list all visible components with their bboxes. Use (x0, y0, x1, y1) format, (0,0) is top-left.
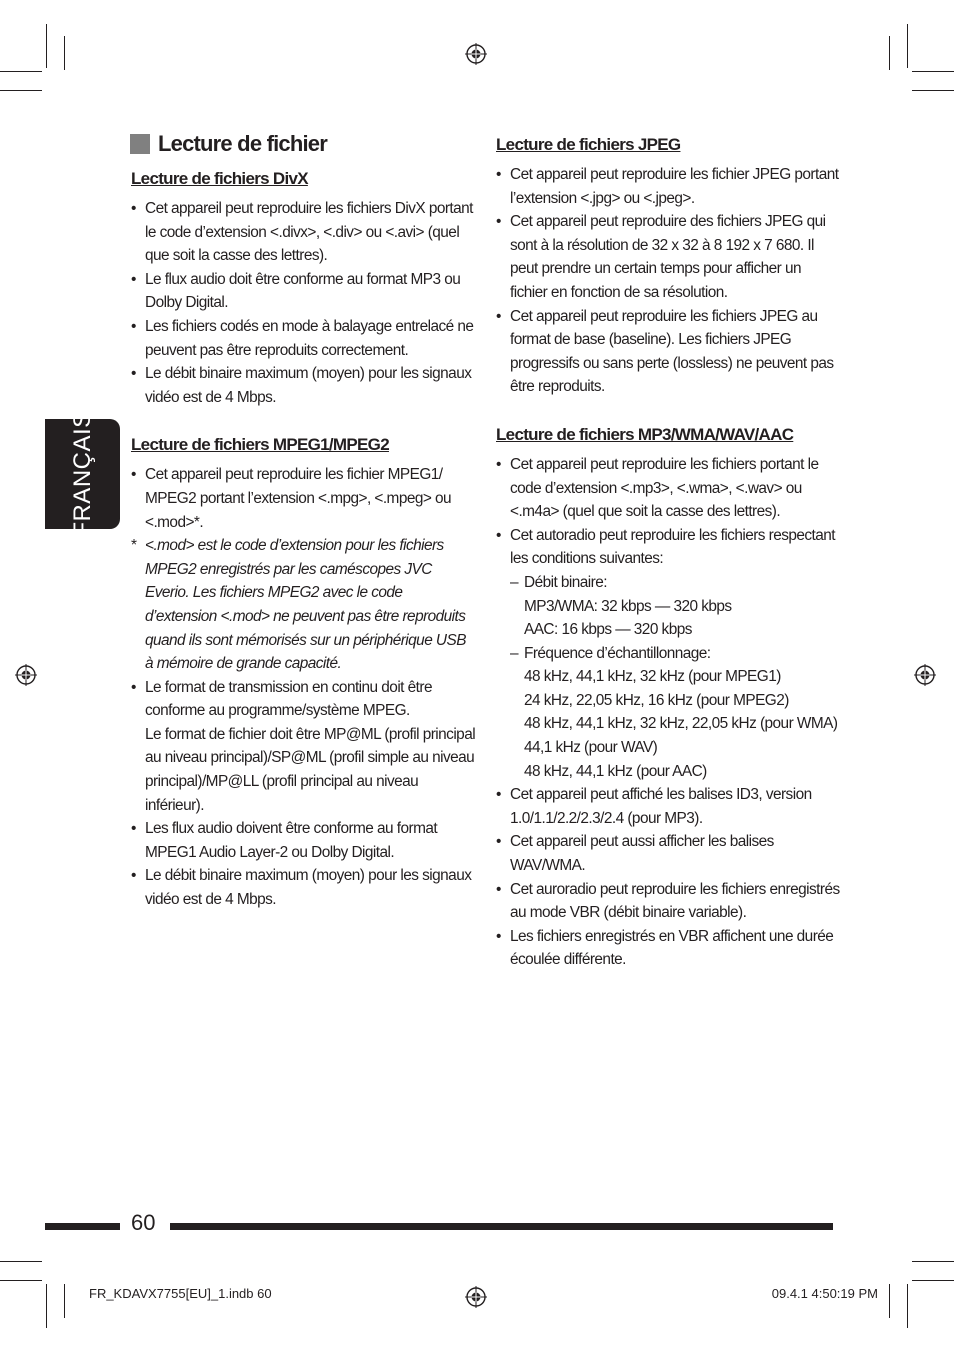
page-number: 60 (131, 1210, 156, 1235)
crop-mark (46, 1284, 47, 1328)
registration-mark-icon (15, 664, 37, 686)
list-item (131, 676, 476, 818)
footnote-text: <.mod> est le code d’extension pour les fichiers MPEG2 enregistrés par les caméscopes JVC Everio. Les fichiers MPEG2 avec le code d’extension <.mod> ne peuvent pas être reproduits quand ils sont mémorisés sur un périphérique USB à mémoire de grande capacité. (145, 537, 466, 673)
right-column (496, 130, 841, 972)
dash-marker: – (510, 644, 519, 662)
list-item: • Le débit binaire maximum (moyen) pour les signaux vidéo est de 4 Mbps. (131, 864, 476, 911)
bitrate-line: MP3/WMA: 32 kbps — 320 kbps (524, 597, 732, 615)
divx-heading: Lecture de fichiers DivX (131, 169, 308, 188)
crop-mark (912, 1261, 954, 1262)
list-item: • Cet appareil peut aussi afficher les balises WAV/WMA. (496, 830, 841, 877)
mpeg-list (131, 463, 476, 534)
section-title-text: Lecture de fichier (158, 131, 327, 157)
mpeg-list-continued (131, 676, 476, 912)
bitrate-block (510, 571, 841, 642)
mpeg-heading: Lecture de fichiers MPEG1/MPEG2 (131, 435, 389, 455)
crop-mark (889, 1284, 890, 1318)
section-square-icon (130, 134, 150, 154)
list-item: • Cet appareil peut reproduire les fichier MPEG1/ MPEG2 portant l’extension <.mpg>, <.mpeg> ou <.mod>*. (131, 463, 476, 534)
crop-mark (0, 71, 42, 72)
list-item: • Les fichiers enregistrés en VBR affichent une durée écoulée différente. (496, 925, 841, 972)
audio-heading: Lecture de fichiers MP3/WMA/WAV/AAC (496, 424, 794, 444)
list-item (496, 524, 841, 784)
crop-mark (912, 90, 954, 91)
list-item-text: • Le format de transmission en continu doit être conforme au programme/système MPEG. (145, 678, 432, 720)
crop-mark (889, 36, 890, 70)
crop-mark (64, 1284, 65, 1318)
footer-rule-right (170, 1223, 833, 1230)
footer-rule-left (45, 1223, 120, 1230)
list-item: • Les flux audio doivent être conforme au format MPEG1 Audio Layer-2 ou Dolby Digital. (131, 817, 476, 864)
list-item: • Cet appareil peut reproduire les fichier JPEG portant l’extension <.jpg> ou <.jpeg>. (496, 163, 841, 210)
print-timestamp: 09.4.1 4:50:19 PM (771, 1286, 878, 1301)
bitrate-line: AAC: 16 kbps — 320 kbps (524, 621, 692, 639)
registration-mark-icon (465, 1286, 487, 1308)
crop-mark (907, 1284, 908, 1328)
crop-mark (46, 24, 47, 68)
frequency-line: 48 kHz, 44,1 kHz (pour AAC) (524, 762, 707, 780)
frequency-label: Fréquence d’échantillonnage: (524, 644, 711, 662)
crop-mark (0, 1280, 42, 1281)
list-item: • Cet appareil peut reproduire les fichiers DivX portant le code d’extension <.divx>, <.div> ou <.avi> (quel que soit la casse des lettres). (131, 197, 476, 268)
jpeg-list (496, 163, 841, 399)
audio-list (496, 453, 841, 972)
crop-mark (64, 36, 65, 70)
divx-list (131, 197, 476, 409)
jpeg-heading: Lecture de fichiers JPEG (496, 135, 681, 154)
list-item: • Les fichiers codés en mode à balayage entrelacé ne peuvent pas être reproduits correctement. (131, 315, 476, 362)
frequency-line: 44,1 kHz (pour WAV) (524, 739, 658, 757)
language-tab-label: FRANÇAIS (68, 411, 96, 537)
registration-mark-icon (914, 664, 936, 686)
registration-mark-icon (465, 43, 487, 65)
frequency-line: 48 kHz, 44,1 kHz, 32 kHz (pour MPEG1) (524, 668, 781, 686)
list-item-text: Le format de fichier doit être MP@ML (profil principal au niveau principal)/SP@ML (profil simple au niveau principal)/MP@LL (profil principal au niveau inférieur). (145, 725, 476, 814)
list-item-text: • Cet autoradio peut reproduire les fichiers respectant les conditions suivantes: (510, 526, 836, 568)
frequency-line: 24 kHz, 22,05 kHz, 16 kHz (pour MPEG2) (524, 691, 789, 709)
frequency-line: 48 kHz, 44,1 kHz, 32 kHz, 22,05 kHz (pour WMA) (524, 715, 838, 733)
list-item: • Cet appareil peut reproduire les fichiers JPEG au format de base (baseline). Les fichiers JPEG progressifs ou sans perte (lossless) ne peuvent pas être reproduits. (496, 305, 841, 399)
section-title (130, 130, 476, 158)
crop-mark (912, 71, 954, 72)
bitrate-label: Débit binaire: (524, 573, 607, 591)
print-file-info: FR_KDAVX7755[EU]_1.indb 60 (89, 1286, 272, 1301)
crop-mark (0, 1261, 42, 1262)
language-tab (45, 411, 120, 537)
left-column (131, 130, 476, 912)
list-item: • Cet auroradio peut reproduire les fichiers enregistrés au mode VBR (débit binaire variable). (496, 878, 841, 925)
list-item: • Cet appareil peut reproduire les fichiers portant le code d’extension <.mp3>, <.wma>, <.wav> ou <.m4a> (quel que soit la casse des lettres). (496, 453, 841, 524)
dash-marker: – (510, 573, 519, 591)
list-item: • Cet appareil peut affiché les balises ID3, version 1.0/1.1/2.2/2.3/2.4 (pour MP3). (496, 783, 841, 830)
list-item: • Le flux audio doit être conforme au format MP3 ou Dolby Digital. (131, 268, 476, 315)
frequency-block (510, 642, 841, 784)
list-item: • Le débit binaire maximum (moyen) pour les signaux vidéo est de 4 Mbps. (131, 362, 476, 409)
list-item: • Cet appareil peut reproduire des fichiers JPEG qui sont à la résolution de 32 x 32 à 8 192 x 7 680. Il peut prendre un certain temps pour afficher un fichier en fonction de sa résolution. (496, 210, 841, 304)
crop-mark (907, 24, 908, 68)
footnote-star: * (131, 537, 137, 555)
footnote (131, 534, 476, 676)
crop-mark (912, 1280, 954, 1281)
crop-mark (0, 90, 42, 91)
